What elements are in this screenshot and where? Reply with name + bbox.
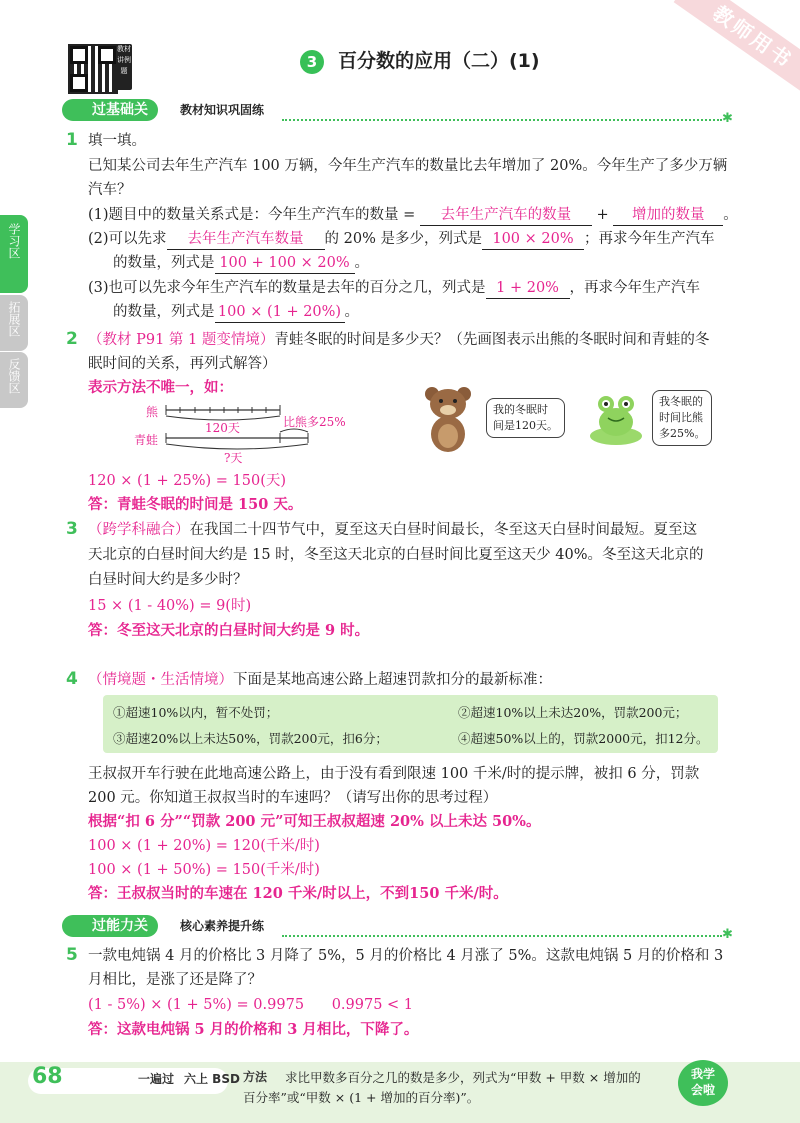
text: (1)题目中的数量关系式是：今年生产汽车的数量 = xyxy=(88,207,416,223)
penalty-rules-box xyxy=(103,695,718,753)
question-number: 1 xyxy=(66,130,78,150)
star-icon: ✱ xyxy=(722,927,733,942)
qr-label: 教材讲例题 xyxy=(116,44,132,90)
q5-stem: 月相比，是涨了还是降了？ xyxy=(88,972,262,988)
question-number: 2 xyxy=(66,329,78,349)
page-number: 68 xyxy=(32,1064,63,1089)
text: 下面是某地高速公路上超速罚款扣分的最新标准： xyxy=(233,672,552,688)
lesson-title: 百分数的应用（二）(1) xyxy=(338,50,540,72)
answer-blank: 增加的数量 xyxy=(613,205,723,226)
qr-finder xyxy=(70,74,88,92)
method-label: 方法 xyxy=(243,1070,268,1084)
text: 青蛙冬眠的时间是多少天？（先画图表示出熊的冬眠时间和青蛙的冬 xyxy=(274,332,710,348)
bubble-line: 时间比熊 xyxy=(659,411,703,424)
text: 的 20% 是多少，列式是 xyxy=(324,231,482,247)
answer-blank: 100 × 20% xyxy=(482,229,584,250)
q5-answer: 答：这款电炖锅 5 月的价格和 3 月相比，下降了。 xyxy=(88,1021,419,1038)
badge-label: 我学会啦 xyxy=(690,1067,715,1097)
q5-formula: (1 - 5%) × (1 + 5%) = 0.9975 0.9975 < 1 xyxy=(88,997,414,1013)
q4-answer: 答：王叔叔当时的车速在 120 千米/时以上，不到150 千米/时。 xyxy=(88,885,508,902)
text: ，再求今年生产汽车 xyxy=(569,280,701,296)
text: 在我国二十四节气中，夏至这天白昼时间最长，冬至这天白昼时间最短。夏至这 xyxy=(189,522,697,538)
q2-answer: 答：青蛙冬眠的时间是 150 天。 xyxy=(88,496,303,513)
bubble-line: 我的冬眠时 xyxy=(493,403,548,416)
divider xyxy=(282,119,722,121)
bear-eye xyxy=(453,399,457,403)
bear-belly xyxy=(438,424,458,448)
q4-formula: 100 × (1 + 50%) = 150(千米/时) xyxy=(88,862,320,878)
bear-eye xyxy=(439,399,443,403)
text: (3)也可以先求今年生产汽车的数量是去年的百分之几，列式是 xyxy=(88,280,486,296)
q3-stem xyxy=(88,520,697,540)
text: 。 xyxy=(344,304,359,320)
frog-pupil xyxy=(624,402,628,406)
q1-part2-line2 xyxy=(113,253,369,274)
diagram-bear-label: 熊 xyxy=(146,405,159,419)
question-tag: （情境题・生活情境） xyxy=(88,672,233,688)
section-header-ability xyxy=(62,915,733,942)
divider xyxy=(282,935,722,937)
section-subtitle: 教材知识巩固练 xyxy=(180,103,265,117)
qr-finder xyxy=(70,46,88,64)
rule-item: ④超速50%以上的，罚款2000元，扣12分。 xyxy=(458,731,709,746)
text: + xyxy=(596,207,609,223)
bear-illustration xyxy=(418,382,478,454)
answer-blank: 1 + 20% xyxy=(486,278,570,299)
bear-muzzle xyxy=(440,405,456,415)
answer-blank: 100 × (1 + 20%) xyxy=(215,302,345,323)
bubble-line: 我冬眠的 xyxy=(659,395,703,408)
side-tab-label: 反馈区 xyxy=(7,358,21,394)
bubble-line: 间是120天。 xyxy=(493,419,558,432)
q3-stem: 白昼时间大约是多少时？ xyxy=(88,572,248,588)
question-tag: （教材 P91 第 1 题变情境） xyxy=(88,332,275,348)
q1-part1 xyxy=(88,205,738,226)
question-number: 5 xyxy=(66,945,78,965)
answer-blank: 去年生产汽车的数量 xyxy=(420,205,592,226)
frog-illustration xyxy=(588,388,644,446)
diagram-bear-days: 120天 xyxy=(205,421,240,435)
q1-part3-line2 xyxy=(113,302,359,323)
text: 。 xyxy=(354,255,369,271)
q4-reasoning: 根据“扣 6 分”“罚款 200 元”可知王叔叔超速 20% 以上未达 50%。 xyxy=(88,813,541,830)
diagram-frog-label: 青蛙 xyxy=(134,433,159,447)
side-tab-feedback[interactable] xyxy=(0,352,28,408)
frog-pupil xyxy=(604,402,608,406)
side-tab-extend[interactable] xyxy=(0,295,28,351)
corner-stamp: 教师用书 xyxy=(674,0,800,100)
frog-speech-bubble xyxy=(652,390,712,446)
q1-part3 xyxy=(88,278,700,299)
rule-item: ②超速10%以上未达20%，罚款200元； xyxy=(458,705,688,720)
text: ；再求今年生产汽车 xyxy=(584,231,715,247)
frog-body xyxy=(599,408,633,436)
section-subtitle: 核心素养提升练 xyxy=(180,919,265,933)
footer-grade: 六上 BSD xyxy=(184,1072,240,1086)
answer-blank: 100 + 100 × 20% xyxy=(215,253,355,274)
q4-body: 200 元。你知道王叔叔当时的车速吗？（请写出你的思考过程） xyxy=(88,790,498,806)
side-tab-label: 学习区 xyxy=(7,223,21,259)
method-text: 百分率”或“甲数 × (1 + 增加的百分率)”。 xyxy=(243,1090,480,1105)
q4-formula: 100 × (1 + 20%) = 120(千米/时) xyxy=(88,838,320,854)
qr-code[interactable] xyxy=(68,44,118,94)
bubble-line: 多25%。 xyxy=(659,427,706,440)
rule-item: ③超速20%以上未达50%，罚款200元，扣6分； xyxy=(113,731,388,746)
q5-stem: 一款电炖锅 4 月的价格比 3 月降了 5%，5 月的价格比 4 月涨了 5%。这款电炖锅 5 月的价格和 3 xyxy=(88,948,724,964)
side-tab-study[interactable] xyxy=(0,215,28,293)
method-text: 求比甲数多百分之几的数是多少，列式为“甲数 + 甲数 × 增加的 xyxy=(285,1070,641,1085)
answer-blank: 去年生产汽车数量 xyxy=(167,229,325,250)
question-tag: （跨学科融合） xyxy=(88,522,190,538)
qr-finder xyxy=(98,46,116,64)
question-number: 4 xyxy=(66,669,78,689)
text: 的数量，列式是 xyxy=(113,304,215,320)
question-number: 3 xyxy=(66,519,78,539)
rule-item: ①超速10%以内，暂不处罚； xyxy=(113,705,279,720)
q1-stem: 已知某公司去年生产汽车 100 万辆，今年生产汽车的数量比去年增加了 20%。今年生产了多少万辆 xyxy=(88,158,728,174)
q3-formula: 15 × (1 - 40%) = 9(时) xyxy=(88,598,252,614)
text: 。 xyxy=(723,207,738,223)
footer-brand: 一遍过 xyxy=(138,1072,175,1086)
q2-stem xyxy=(88,330,709,350)
side-tab-label: 拓展区 xyxy=(7,301,21,337)
q2-stem: 眠时间的关系，再列式解答） xyxy=(88,356,277,372)
page-title xyxy=(300,46,540,74)
text: (2)可以先求 xyxy=(88,231,167,247)
section-pill: 过基础关 xyxy=(62,99,158,121)
bear-speech-bubble xyxy=(486,398,565,438)
learned-badge xyxy=(678,1060,728,1106)
diagram-more: 比熊多25% xyxy=(283,415,346,429)
text: 的数量，列式是 xyxy=(113,255,215,271)
q1-heading: 填一填。 xyxy=(88,133,146,149)
q3-stem: 天北京的白昼时间大约是 15 时，冬至这天北京的白昼时间比夏至这天少 40%。冬至这天北京的 xyxy=(88,547,704,563)
q4-stem xyxy=(88,670,552,690)
diagram-unknown: ?天 xyxy=(224,451,243,465)
q2-formula: 120 × (1 + 25%) = 150(天) xyxy=(88,473,287,489)
q1-stem: 汽车？ xyxy=(88,182,132,198)
q1-part2 xyxy=(88,229,715,250)
section-header-basic xyxy=(62,99,733,126)
star-icon: ✱ xyxy=(722,111,733,126)
q2-note: 表示方法不唯一，如： xyxy=(88,379,233,396)
q4-body: 王叔叔开车行驶在此地高速公路上，由于没有看到限速 100 千米/时的提示牌，被扣 6 分，罚款 xyxy=(88,766,700,782)
lesson-number: 3 xyxy=(300,50,324,74)
section-pill: 过能力关 xyxy=(62,915,158,937)
q3-answer: 答：冬至这天北京的白昼时间大约是 9 时。 xyxy=(88,622,370,639)
